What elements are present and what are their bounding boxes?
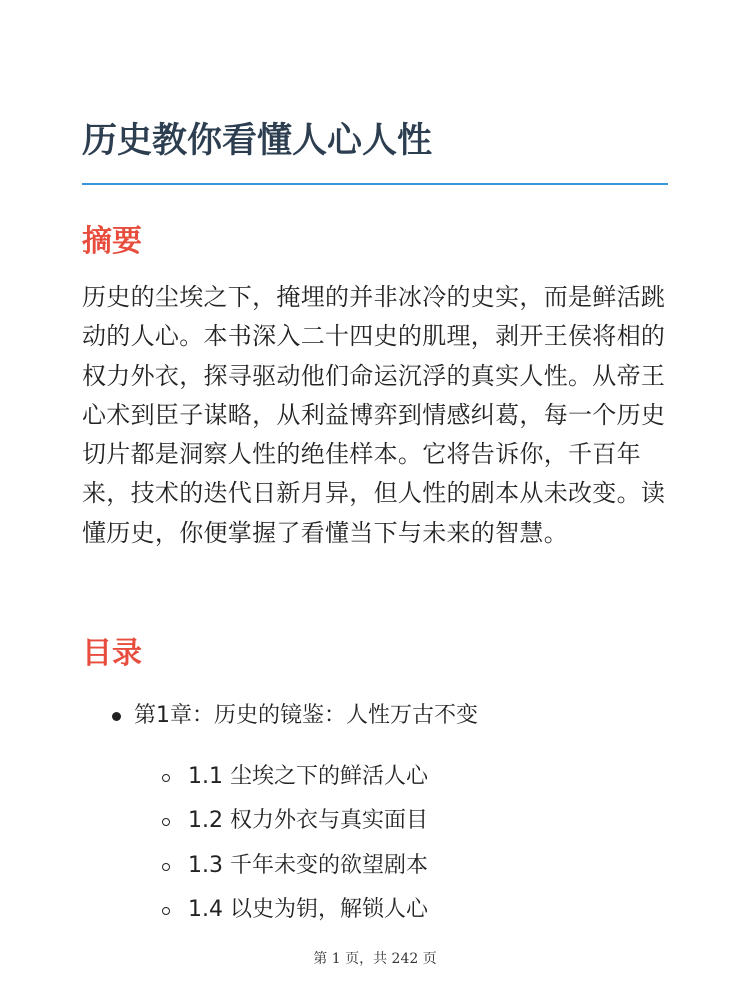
toc-chapter-1 bbox=[82, 696, 668, 922]
bullet-disc-icon bbox=[112, 712, 121, 721]
toc-section-list bbox=[82, 756, 668, 933]
summary-paragraph: 历史的尘埃之下，掩埋的并非冰冷的史实，而是鲜活跳动的人心。本书深入二十四史的肌理，剥开王侯将相的权力外衣，探寻驱动他们命运沉浮的真实人性。从帝王心术到臣子谋略，从利益博弈到情感纠葛，每一个历史切片都是洞察人性的绝佳样本。它将告诉你，千百年来，技术的迭代日新月异，但人性的剧本从未改变。读懂历史，你便掌握了看懂当下与未来的智慧。 bbox=[82, 283, 666, 547]
document-page bbox=[82, 0, 668, 1000]
table-of-contents bbox=[82, 696, 668, 922]
page-number-footer: 第 1 页，共 242 页 bbox=[313, 951, 437, 967]
toc-section-label: 1.3 千年未变的欲望剧本 bbox=[188, 852, 428, 878]
summary-heading: 摘要 bbox=[82, 224, 142, 259]
title-divider bbox=[82, 183, 668, 185]
toc-heading: 目录 bbox=[82, 636, 142, 671]
toc-section-label: 1.4 以史为钥，解锁人心 bbox=[188, 896, 428, 922]
toc-chapter-row bbox=[82, 696, 668, 740]
toc-chapter-label: 第1章：历史的镜鉴：人性万古不变 bbox=[134, 703, 478, 728]
bullet-circle-icon bbox=[162, 774, 170, 782]
toc-section-item bbox=[82, 889, 668, 933]
bullet-circle-icon bbox=[162, 863, 170, 871]
document-title: 历史教你看懂人心人性 bbox=[82, 121, 433, 161]
toc-section-item bbox=[82, 800, 668, 844]
toc-section-item bbox=[82, 845, 668, 889]
toc-section-label: 1.1 尘埃之下的鲜活人心 bbox=[188, 764, 428, 789]
toc-section-label: 1.2 权力外衣与真实面目 bbox=[188, 808, 428, 834]
bullet-circle-icon bbox=[162, 818, 170, 826]
bullet-circle-icon bbox=[162, 907, 170, 915]
toc-section-item bbox=[82, 756, 668, 800]
